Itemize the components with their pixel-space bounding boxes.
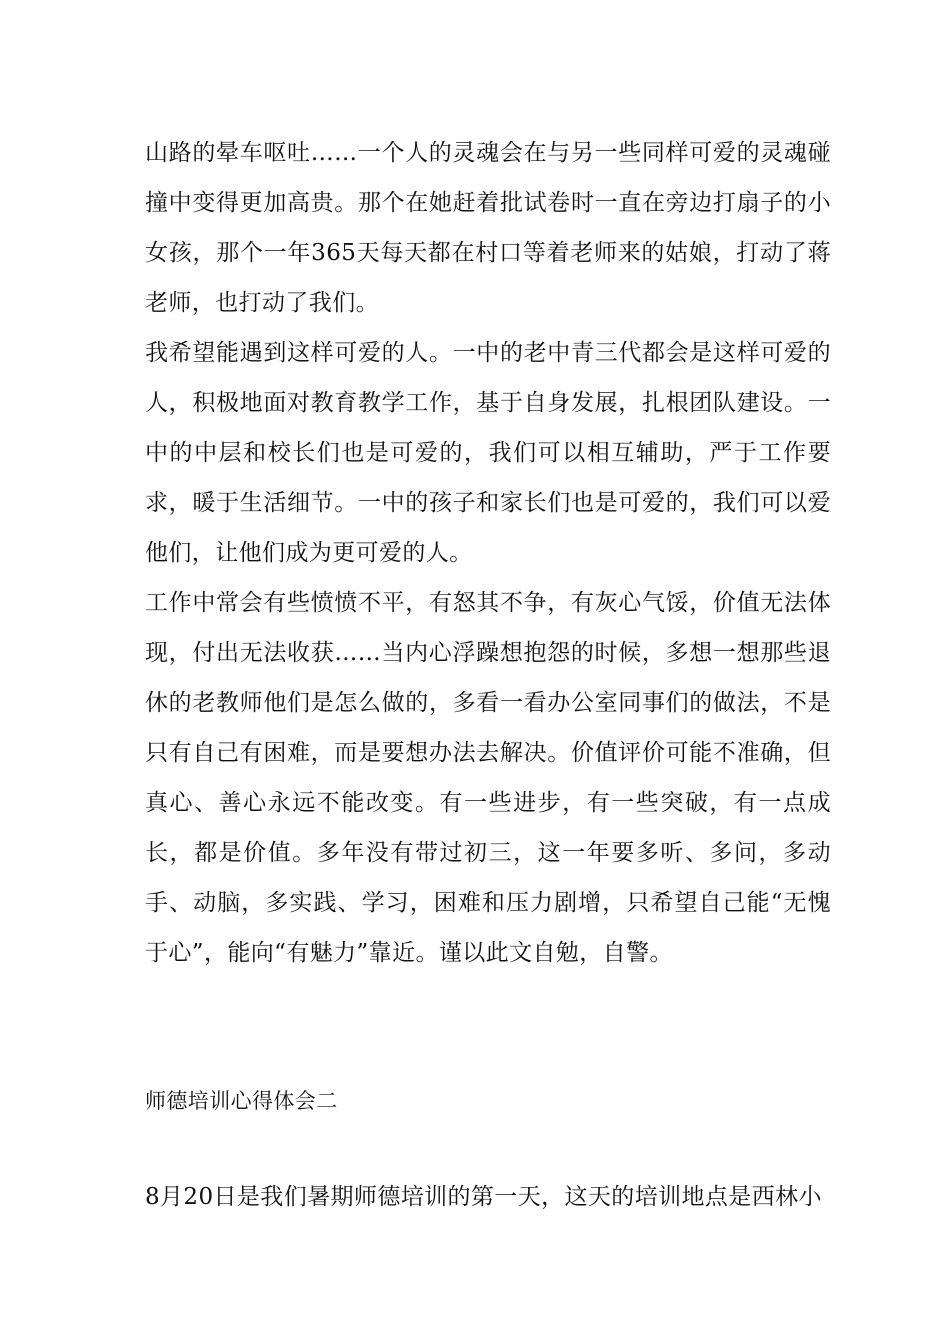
paragraph-2: 我希望能遇到这样可爱的人。一中的老中青三代都会是这样可爱的人，积极地面对教育教学工作，基于自身发展，扎根团队建设。一中的中层和校长们也是可爱的，我们可以相互辅助，严于工作要求，暖于生活细节。一中的孩子和家长们也是可爱的，我们可以爱他们，让他们成为更可爱的人。 [145,340,831,566]
paragraph-4: 8月20日是我们暑期师德培训的第一天，这天的培训地点是西林小 [145,1184,822,1210]
paragraph-1: 山路的晕车呕吐……一个人的灵魂会在与另一些同样可爱的灵魂碰撞中变得更加高贵。那个在她赶着批试卷时一直在旁边打扇子的小女孩，那个一年365天每天都在村口等着老师来的姑娘，打动了蒋老师，也打动了我们。 [145,140,831,316]
section-heading: 师德培训心得体会二 [145,1089,338,1113]
paragraph-3: 工作中常会有些愤愤不平，有怒其不争，有灰心气馁，价值无法体现，付出无法收获……当内心浮躁想抱怨的时候，多想一想那些退休的老教师他们是怎么做的，多看一看办公室同事们的做法，不是只有自己有困难，而是要想办法去解决。价值评价可能不准确，但真心、善心永远不能改变。有一些进步，有一些突破，有一点成长，都是价值。多年没有带过初三，这一年要多听、多问，多动手、动脑，多实践、学习，困难和压力剧增，只希望自己能“无愧于心”，能向“有魅力”靠近。谨以此文自勉，自警。 [145,590,831,966]
